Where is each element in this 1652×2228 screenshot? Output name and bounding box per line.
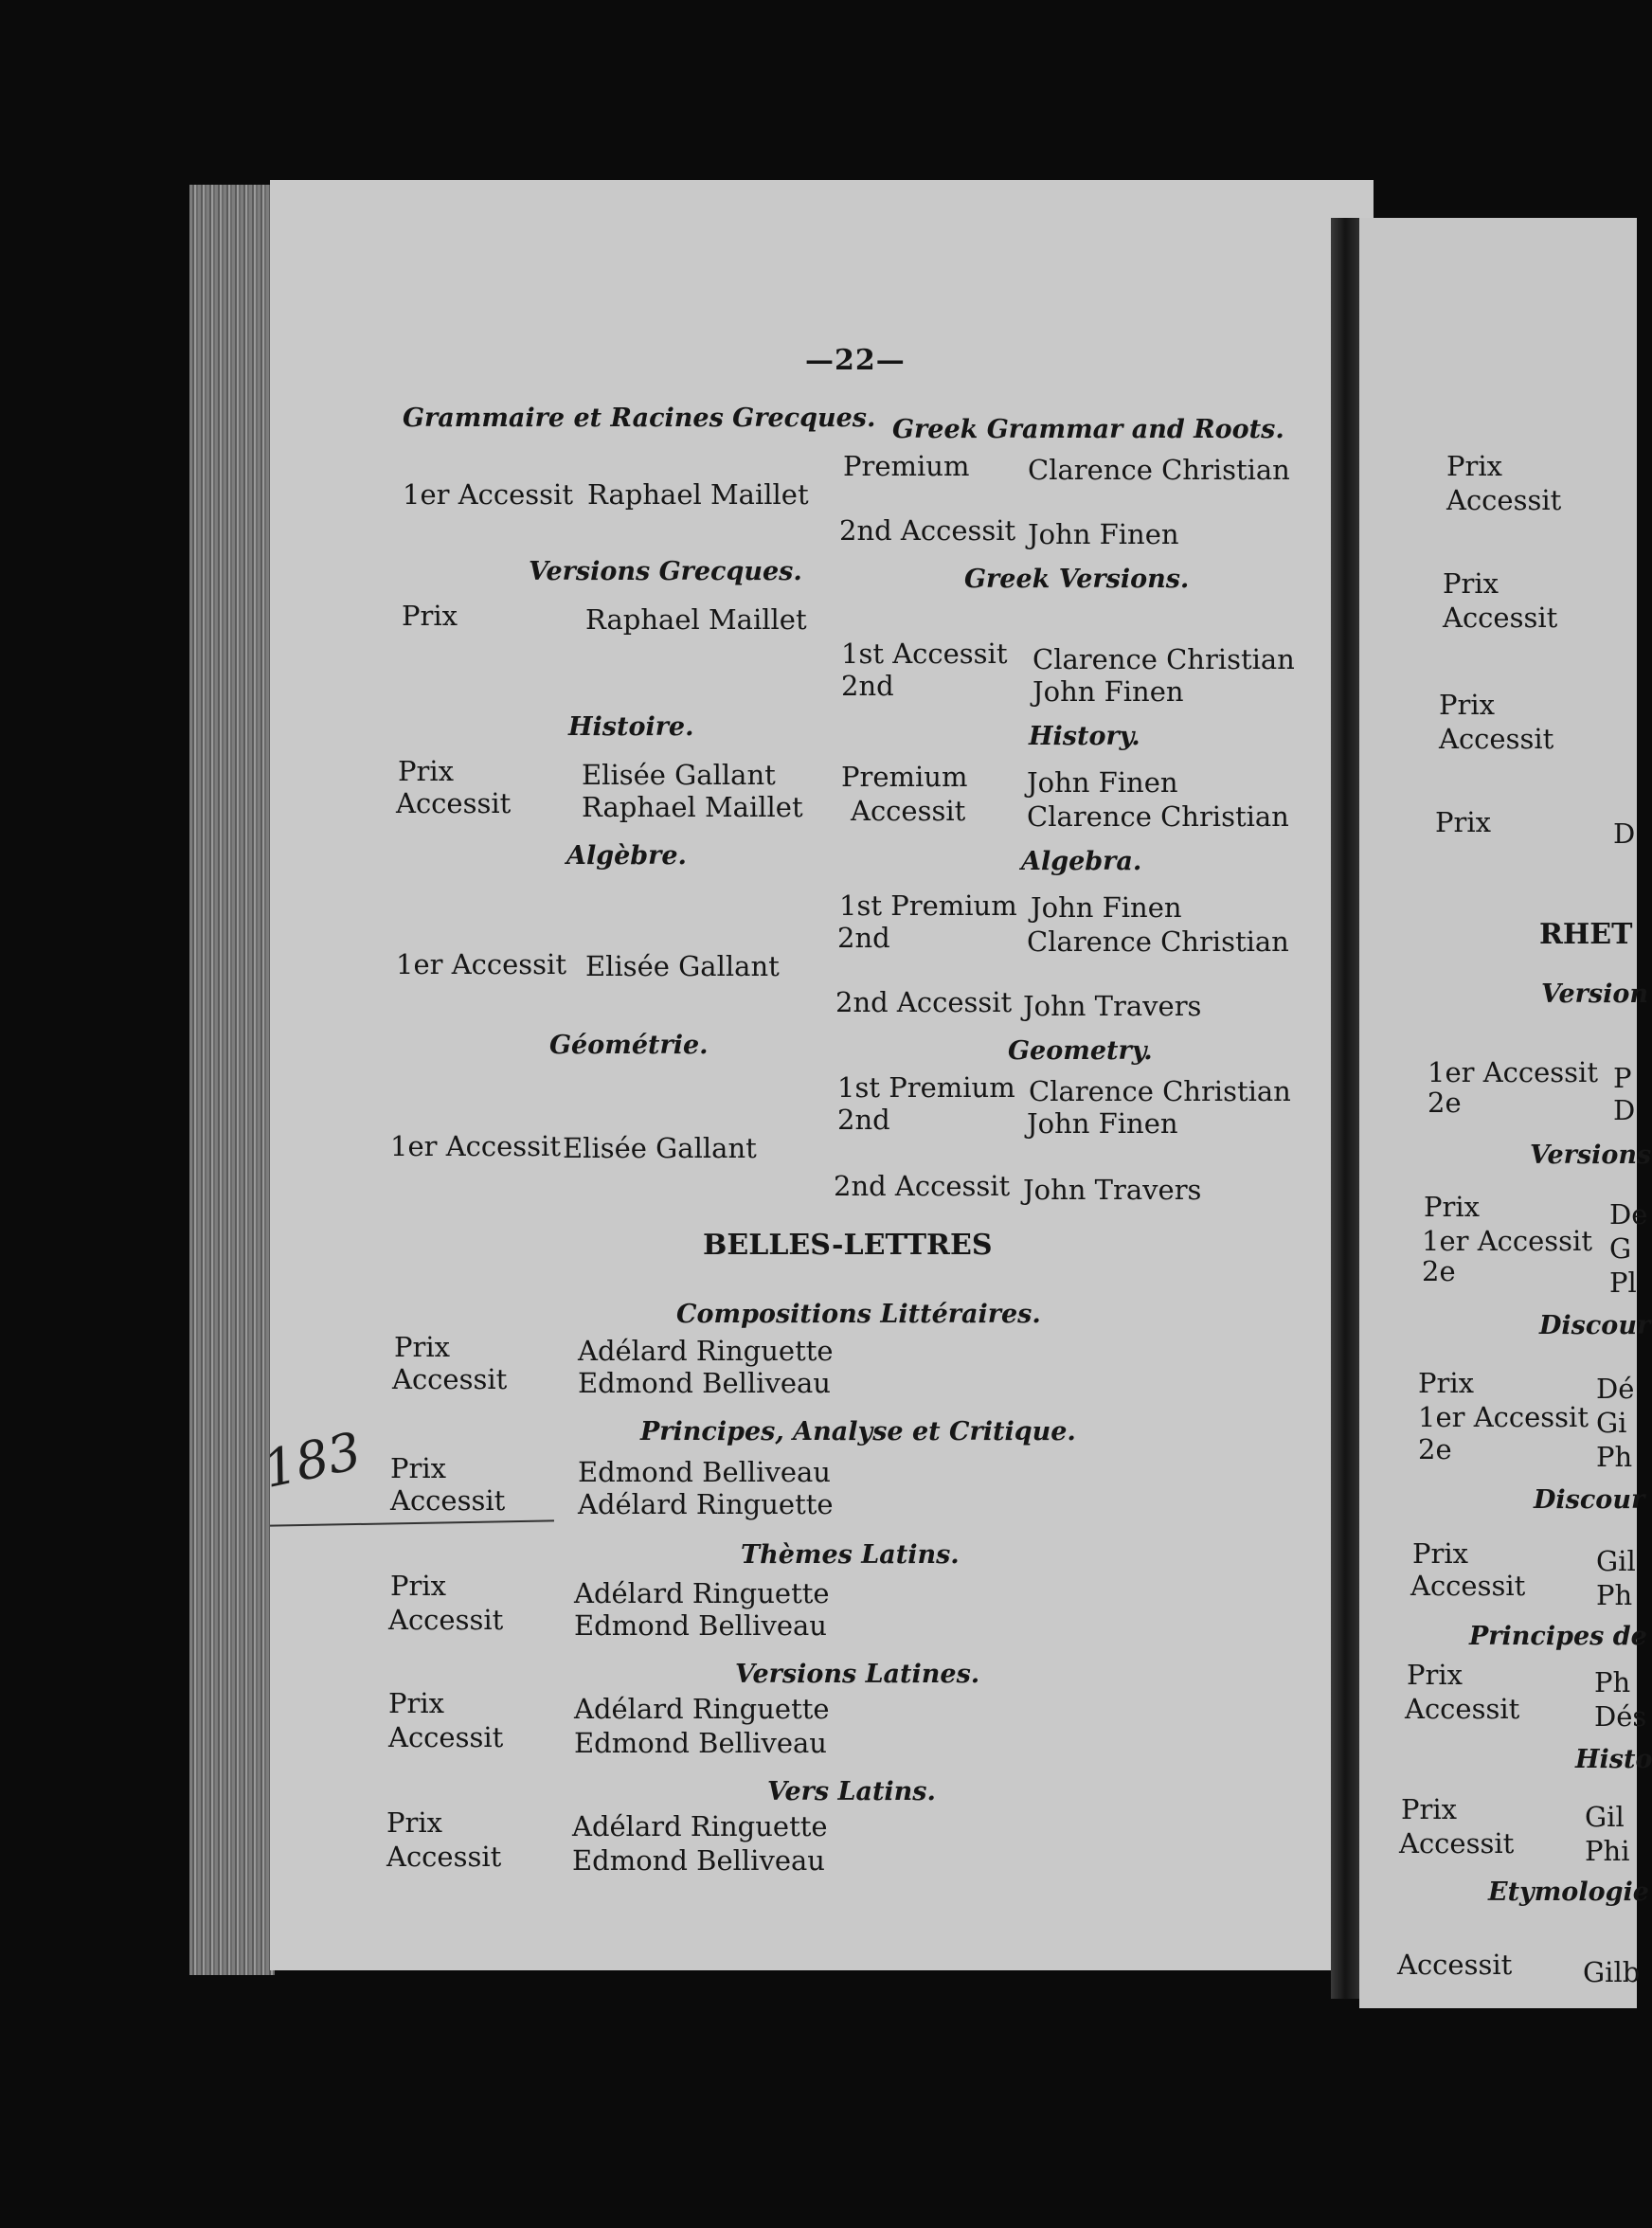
handwritten-note: 183 (258, 1420, 367, 1500)
award-label: Accessit (396, 787, 512, 819)
award-label: Prix (390, 1570, 447, 1602)
winner-name: John Finen (1028, 518, 1179, 550)
facing-line: Gil (1596, 1545, 1636, 1577)
facing-line: Prix (1435, 806, 1492, 838)
section-heading: Versions Grecques. (529, 557, 802, 586)
winner-name: John Finen (1031, 891, 1182, 924)
award-label: Prix (394, 1331, 451, 1363)
award-label: 2nd Accessit (839, 514, 1016, 547)
award-label: 2nd (837, 1104, 890, 1136)
award-label: Prix (390, 1452, 447, 1484)
facing-line: Gi (1596, 1407, 1627, 1439)
award-label: Premium (843, 450, 970, 482)
facing-line: Ph (1596, 1579, 1633, 1611)
winner-name: Edmond Belliveau (572, 1844, 825, 1877)
winner-name: Raphael Maillet (587, 478, 809, 511)
section-heading: Vers Latins. (767, 1777, 936, 1806)
section-heading: Geometry. (1008, 1036, 1153, 1066)
section-heading: Versions Latines. (735, 1660, 980, 1689)
section-heading: Algebra. (1021, 847, 1142, 876)
facing-line: Ph (1596, 1441, 1633, 1473)
award-label: 2nd (841, 670, 894, 702)
facing-line: Dé (1596, 1373, 1635, 1405)
winner-name: Adélard Ringuette (572, 1810, 828, 1842)
facing-heading: Histo (1575, 1745, 1652, 1774)
winner-name: John Finen (1027, 766, 1178, 799)
facing-line: Prix (1439, 689, 1496, 721)
award-label: Accessit (392, 1363, 508, 1395)
winner-name: Clarence Christian (1032, 643, 1295, 675)
award-label: Prix (402, 600, 458, 632)
section-heading: Compositions Littéraires. (676, 1300, 1041, 1329)
award-label: Premium (841, 761, 968, 793)
facing-line: 2e (1422, 1255, 1456, 1287)
award-label: 1er Accessit (396, 948, 566, 980)
winner-name: Adélard Ringuette (578, 1488, 834, 1520)
winner-name: Elisée Gallant (582, 759, 776, 791)
section-heading: Thèmes Latins. (741, 1540, 960, 1570)
belles-lettres-title: BELLES-LETTRES (703, 1229, 993, 1262)
section-heading: History. (1029, 722, 1140, 751)
facing-line: 2e (1418, 1433, 1452, 1465)
facing-line: 1er Accessit (1428, 1056, 1598, 1088)
award-label: Accessit (851, 795, 966, 827)
facing-line: Prix (1407, 1659, 1463, 1691)
facing-line: 1er Accessit (1418, 1401, 1589, 1433)
winner-name: Edmond Belliveau (578, 1456, 831, 1488)
facing-line: Accessit (1405, 1693, 1520, 1725)
award-label: Accessit (388, 1721, 504, 1753)
award-label: 1st Premium (839, 889, 1017, 922)
facing-line: Phi (1585, 1835, 1630, 1867)
winner-name: Clarence Christian (1027, 800, 1289, 833)
award-label: 1er Accessit (403, 478, 573, 511)
award-label: Prix (388, 1687, 445, 1719)
facing-line: De (1609, 1198, 1648, 1231)
page-number: —22— (805, 344, 906, 377)
award-label: 2nd Accessit (835, 986, 1013, 1018)
winner-name: Edmond Belliveau (574, 1727, 827, 1759)
facing-heading: Principes de (1469, 1622, 1647, 1651)
facing-line: Accessit (1399, 1827, 1515, 1860)
winner-name: Adélard Ringuette (574, 1577, 830, 1609)
winner-name: Edmond Belliveau (574, 1609, 827, 1642)
winner-name: Adélard Ringuette (578, 1335, 834, 1367)
book-page-edges (189, 185, 275, 1975)
winner-name: John Travers (1023, 990, 1202, 1022)
facing-line: Accessit (1410, 1570, 1526, 1602)
facing-line: Prix (1418, 1367, 1475, 1399)
facing-line: Prix (1443, 567, 1499, 600)
facing-line: 1er Accessit (1422, 1225, 1592, 1257)
facing-line: D (1613, 1094, 1636, 1126)
winner-name: John Finen (1032, 675, 1184, 708)
facing-line: Accessit (1397, 1949, 1513, 1981)
facing-line: Prix (1401, 1793, 1458, 1825)
award-label: Accessit (390, 1484, 506, 1517)
winner-name: Elisée Gallant (585, 950, 780, 982)
award-label: 1er Accessit (390, 1130, 561, 1162)
section-heading: Histoire. (568, 712, 694, 742)
facing-line: Prix (1412, 1537, 1469, 1570)
award-label: 1st Premium (837, 1071, 1015, 1104)
award-label: 1st Accessit (841, 638, 1008, 670)
winner-name: Clarence Christian (1029, 1075, 1291, 1107)
facing-line: Dés (1594, 1700, 1647, 1733)
facing-line: Accessit (1443, 602, 1558, 634)
facing-line: D (1613, 818, 1636, 850)
facing-line: Prix (1446, 450, 1503, 482)
winner-name: John Travers (1023, 1174, 1202, 1206)
winner-name: John Finen (1027, 1107, 1178, 1140)
facing-line: 2e (1428, 1087, 1462, 1119)
winner-name: Adélard Ringuette (574, 1693, 830, 1725)
facing-line: Ph (1594, 1666, 1631, 1698)
facing-line: P (1613, 1062, 1632, 1094)
section-heading: Géométrie. (549, 1031, 709, 1060)
facing-heading: Version (1541, 979, 1648, 1009)
facing-heading: RHET (1539, 918, 1633, 951)
section-heading: Principes, Analyse et Critique. (640, 1417, 1076, 1446)
facing-line: G (1609, 1232, 1632, 1265)
award-label: Prix (386, 1806, 443, 1839)
winner-name: Raphael Maillet (585, 603, 807, 636)
facing-line: Gilb (1583, 1956, 1641, 1988)
section-heading: Grammaire et Racines Grecques. (403, 404, 876, 433)
winner-name: Edmond Belliveau (578, 1367, 831, 1399)
facing-line: Accessit (1439, 723, 1554, 755)
award-label: Prix (398, 755, 455, 787)
facing-line: Accessit (1446, 484, 1562, 516)
award-label: Accessit (388, 1604, 504, 1636)
award-label: 2nd (837, 922, 890, 954)
facing-heading: Etymologie (1488, 1878, 1649, 1907)
winner-name: Elisée Gallant (563, 1132, 757, 1164)
facing-heading: Discour (1534, 1485, 1645, 1515)
facing-line: Prix (1424, 1191, 1481, 1223)
section-heading: Greek Grammar and Roots. (892, 415, 1284, 444)
facing-heading: Versions (1530, 1141, 1652, 1170)
section-heading: Greek Versions. (964, 565, 1190, 594)
winner-name: Raphael Maillet (582, 791, 803, 823)
award-label: Accessit (386, 1841, 502, 1873)
award-label: 2nd Accessit (834, 1170, 1011, 1202)
section-heading: Algèbre. (566, 841, 687, 871)
facing-line: Gil (1585, 1801, 1625, 1833)
facing-line: Pl (1609, 1267, 1637, 1299)
winner-name: Clarence Christian (1027, 925, 1289, 958)
winner-name: Clarence Christian (1028, 454, 1290, 486)
facing-heading: Discour (1539, 1311, 1651, 1340)
book-gutter (1331, 218, 1359, 1999)
facing-page (1359, 218, 1652, 2008)
